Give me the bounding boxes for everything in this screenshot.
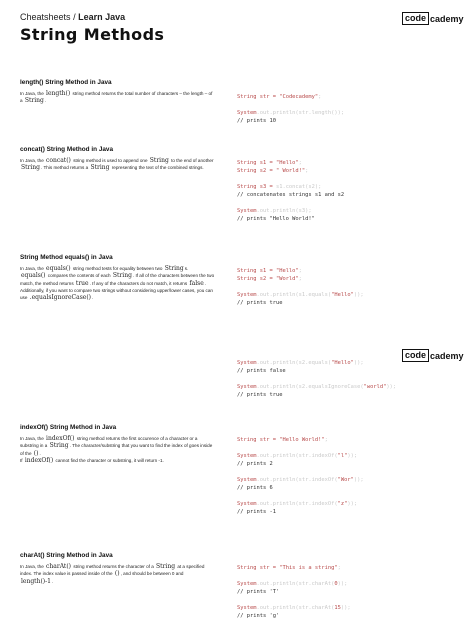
code-comment: // prints 'T'	[237, 589, 280, 595]
code-token: "Hello"	[331, 292, 354, 298]
section-text-equals	[20, 265, 216, 301]
code-token: String str =	[237, 94, 280, 100]
code-token: .out.println(str.charAt(	[256, 581, 335, 587]
code-token: " World!"	[275, 168, 306, 174]
code-token: .out.println(str.length());	[256, 110, 345, 116]
text: Additionally, if you want to compare two strings without considering upper/lower cases, you can use	[20, 287, 213, 301]
code-token: ;	[298, 276, 302, 282]
code-token: System	[237, 110, 257, 116]
code-comment: // prints "Hello World!"	[237, 216, 315, 222]
code-token: System	[237, 360, 257, 366]
text: s.	[184, 266, 189, 271]
text: .	[204, 280, 207, 286]
code-inline: concat()	[46, 157, 71, 164]
text: . The character/substring that you want to find the index of goes inside of the	[20, 443, 213, 456]
code-block-indexof	[237, 436, 364, 516]
code-comment: // prints false	[237, 368, 286, 374]
code-token: ));	[347, 501, 358, 507]
text: string method returns the first occurence of a character or a substring in a	[20, 436, 198, 449]
code-token: ;	[318, 94, 322, 100]
code-block-concat	[237, 159, 344, 223]
code-inline: String	[164, 265, 184, 272]
breadcrumb	[20, 12, 125, 22]
codecademy-logo-2[interactable]	[402, 349, 464, 362]
code-token: "Codecademy"	[279, 94, 319, 100]
code-inline: String	[90, 164, 110, 172]
code-inline: String	[24, 97, 44, 105]
code-token: ));	[353, 292, 364, 298]
text: string method tests for equality between two	[72, 266, 163, 271]
code-comment: // prints 2	[237, 461, 273, 467]
code-inline: length()	[46, 90, 71, 97]
text: .	[39, 450, 41, 456]
code-inline: charAt()	[46, 563, 72, 570]
code-block-length	[237, 93, 344, 125]
code-token: .out.println(str.charAt(	[256, 605, 335, 611]
section-title-indexof: indexOf() String Method in Java	[20, 424, 117, 431]
logo-text: cademy	[430, 350, 464, 361]
logo-box: code	[402, 349, 429, 362]
code-inline: String	[21, 164, 41, 172]
section-text-length	[20, 90, 216, 105]
code-comment: // prints 6	[237, 485, 273, 491]
code-inline: String	[156, 563, 176, 570]
code-token: String s2 =	[237, 168, 276, 174]
section-title-charat: charAt() String Method in Java	[20, 552, 113, 559]
code-token: ;	[298, 268, 302, 274]
code-token: ));	[353, 360, 364, 366]
text: compares the contents of each	[47, 273, 111, 279]
code-token: "Hello"	[275, 160, 299, 166]
code-token: System	[237, 384, 257, 390]
text: In Java, the	[20, 158, 44, 163]
text: at a specified index. The index value is passed inside of the	[20, 564, 205, 577]
section-title-concat: concat() String Method in Java	[20, 146, 114, 153]
code-token: "Hello World!"	[279, 437, 325, 443]
code-comment: // prints 10	[237, 118, 276, 124]
code-token: .out.println(s3);	[256, 208, 312, 214]
code-inline: String	[112, 272, 132, 280]
code-inline: String	[149, 157, 169, 164]
code-token: .out.println(s2.equalsIgnoreCase(	[256, 384, 364, 390]
text: string method is used to append one	[73, 158, 148, 163]
code-token: ));	[347, 453, 358, 459]
code-token: ));	[353, 477, 364, 483]
code-token: "world"	[363, 384, 387, 390]
code-inline: equals()	[21, 272, 46, 280]
code-block-equals-continued	[237, 359, 396, 399]
text: .	[51, 578, 54, 584]
breadcrumb-separator: /	[73, 12, 76, 22]
code-token: ;	[305, 168, 309, 174]
text: In Java, the	[20, 564, 44, 569]
code-token: System	[237, 501, 257, 507]
code-inline: indexOf()	[46, 435, 75, 442]
code-comment: // prints 'g'	[237, 613, 280, 619]
text: If	[20, 457, 23, 463]
page-title: String Methods	[20, 25, 165, 44]
code-inline: ()	[114, 570, 120, 578]
code-inline: .equalsIgnoreCase()	[29, 294, 92, 302]
code-token: ;	[337, 565, 341, 571]
code-token: "Hello"	[275, 268, 299, 274]
text: to the end of another	[171, 158, 214, 163]
code-token: "Wor"	[337, 477, 354, 483]
text: In Java, the	[20, 436, 44, 441]
code-inline: false	[189, 279, 204, 287]
section-text-concat	[20, 157, 216, 172]
code-token: ));	[386, 384, 397, 390]
text: .	[92, 295, 94, 301]
code-token: ));	[340, 605, 351, 611]
code-inline: equals()	[46, 265, 71, 272]
code-inline: indexOf()	[24, 456, 54, 464]
section-text-charat	[20, 563, 216, 585]
code-token: String s2 =	[237, 276, 276, 282]
section-title-length: length() String Method in Java	[20, 79, 112, 86]
code-inline: length()-1	[21, 577, 51, 585]
section-title-equals: String Method equals() in Java	[20, 254, 113, 261]
code-token: ;	[298, 160, 302, 166]
code-token: "z"	[337, 501, 348, 507]
code-token: System	[237, 292, 257, 298]
code-token: "l"	[337, 453, 348, 459]
code-token: .out.println(s2.equals(	[256, 360, 332, 366]
code-token: String s3 =	[237, 184, 276, 190]
code-token: "Hello"	[331, 360, 354, 366]
text: In Java, the	[20, 91, 44, 96]
text: . If any of the characters do not match, it returns	[89, 280, 188, 286]
section-text-indexof	[20, 435, 216, 464]
breadcrumb-cheatsheets[interactable]: Cheatsheets	[20, 12, 71, 22]
text: . This method returns a	[41, 165, 89, 171]
code-token: String s1 =	[237, 160, 276, 166]
code-token: ;	[324, 437, 328, 443]
code-token: "World"	[275, 276, 299, 282]
breadcrumb-learn-java[interactable]: Learn Java	[78, 12, 126, 22]
code-token: String s1 =	[237, 268, 276, 274]
codecademy-logo[interactable]	[402, 12, 464, 25]
code-token: "This is a string"	[279, 565, 338, 571]
code-comment: // prints -1	[237, 509, 276, 515]
logo-box: code	[402, 12, 429, 25]
code-token: String str =	[237, 437, 280, 443]
code-token: 0	[334, 581, 338, 587]
code-comment: // prints true	[237, 300, 283, 306]
code-token: ));	[337, 581, 348, 587]
code-token: System	[237, 605, 257, 611]
code-token: .out.println(str.indexOf(	[256, 477, 338, 483]
code-token: .out.println(s1.equals(	[256, 292, 332, 298]
code-token: System	[237, 208, 257, 214]
code-comment: // prints true	[237, 392, 283, 398]
code-inline: true	[75, 279, 89, 287]
code-token: System	[237, 453, 257, 459]
text: representing the text of the combined strings.	[111, 165, 204, 171]
text: In Java, the	[20, 266, 44, 271]
code-token: String str =	[237, 565, 280, 571]
text: . If all of the characters between the two match, the method returns	[20, 273, 215, 286]
code-token: 15	[334, 605, 341, 611]
code-block-charat	[237, 564, 351, 620]
code-inline: ()	[33, 449, 39, 457]
text: string method returns the total number of characters – the length – of a	[20, 91, 213, 104]
text: string method returns the character of a	[73, 564, 154, 569]
code-token: .out.println(str.indexOf(	[256, 501, 338, 507]
code-inline: String	[49, 442, 69, 450]
code-token: System	[237, 581, 257, 587]
code-comment: // concatenates strings s1 and s2	[237, 192, 345, 198]
code-token: .out.println(str.indexOf(	[256, 453, 338, 459]
code-token: System	[237, 477, 257, 483]
code-token: s1.concat(s2);	[275, 184, 322, 190]
logo-text: cademy	[430, 13, 464, 24]
text: , and should be between 0 and	[120, 571, 184, 577]
code-block-equals	[237, 267, 364, 307]
text: cannot find the character or substring, it will return -1.	[55, 457, 164, 463]
text: .	[44, 98, 47, 104]
